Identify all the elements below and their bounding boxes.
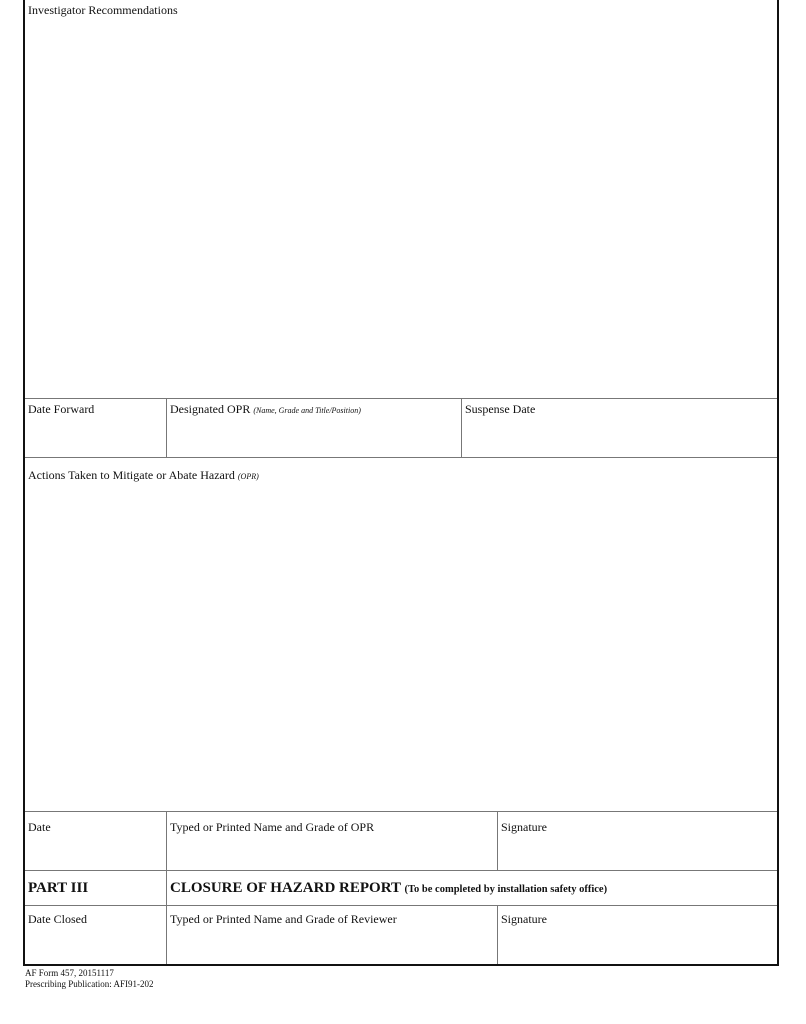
opr-row [25, 812, 777, 871]
forward-row [25, 399, 777, 458]
reviewer-name-grade-field[interactable] [166, 906, 497, 964]
part-iii-label: PART III [28, 880, 89, 896]
closure-row [25, 906, 777, 964]
reviewer-signature-label: Signature [501, 912, 547, 926]
part-iii-subtitle: (To be completed by installation safety office) [404, 884, 608, 895]
actions-taken-section [25, 458, 777, 812]
reviewer-name-grade-label: Typed or Printed Name and Grade of Reviewer [170, 912, 397, 926]
actions-taken-field[interactable] [25, 458, 777, 811]
part-iii-title: CLOSURE OF HAZARD REPORT [170, 880, 401, 896]
date-closed-label: Date Closed [28, 912, 87, 926]
designated-opr-label: Designated OPR [170, 402, 251, 416]
actions-taken-label: Actions Taken to Mitigate or Abate Hazard [28, 468, 235, 482]
footer-publication: Prescribing Publication: AFI91-202 [25, 979, 154, 989]
date-label: Date [28, 820, 51, 834]
date-closed-field[interactable] [25, 906, 166, 964]
suspense-date-label: Suspense Date [465, 402, 536, 416]
suspense-date-field[interactable] [461, 399, 777, 457]
date-forward-label: Date Forward [28, 402, 95, 416]
investigator-recommendations-section [25, 0, 777, 399]
actions-taken-hint: (OPR) [237, 472, 259, 481]
investigator-recommendations-label: Investigator Recommendations [28, 3, 178, 17]
reviewer-signature-field[interactable] [497, 906, 777, 964]
opr-signature-field[interactable] [497, 812, 777, 870]
part-iii-heading-row [25, 871, 777, 906]
opr-name-grade-field[interactable] [166, 812, 497, 870]
designated-opr-field[interactable] [166, 399, 461, 457]
designated-opr-hint: (Name, Grade and Title/Position) [253, 406, 361, 415]
footer-form-id: AF Form 457, 20151117 [25, 968, 114, 978]
af-form-457-page [23, 0, 779, 966]
investigator-recommendations-field[interactable] [25, 0, 777, 398]
opr-signature-label: Signature [501, 820, 547, 834]
part-iii-title-cell [166, 871, 777, 905]
footer [0, 968, 806, 989]
opr-name-grade-label: Typed or Printed Name and Grade of OPR [170, 820, 375, 834]
date-field[interactable] [25, 812, 166, 870]
date-forward-field[interactable] [25, 399, 166, 457]
